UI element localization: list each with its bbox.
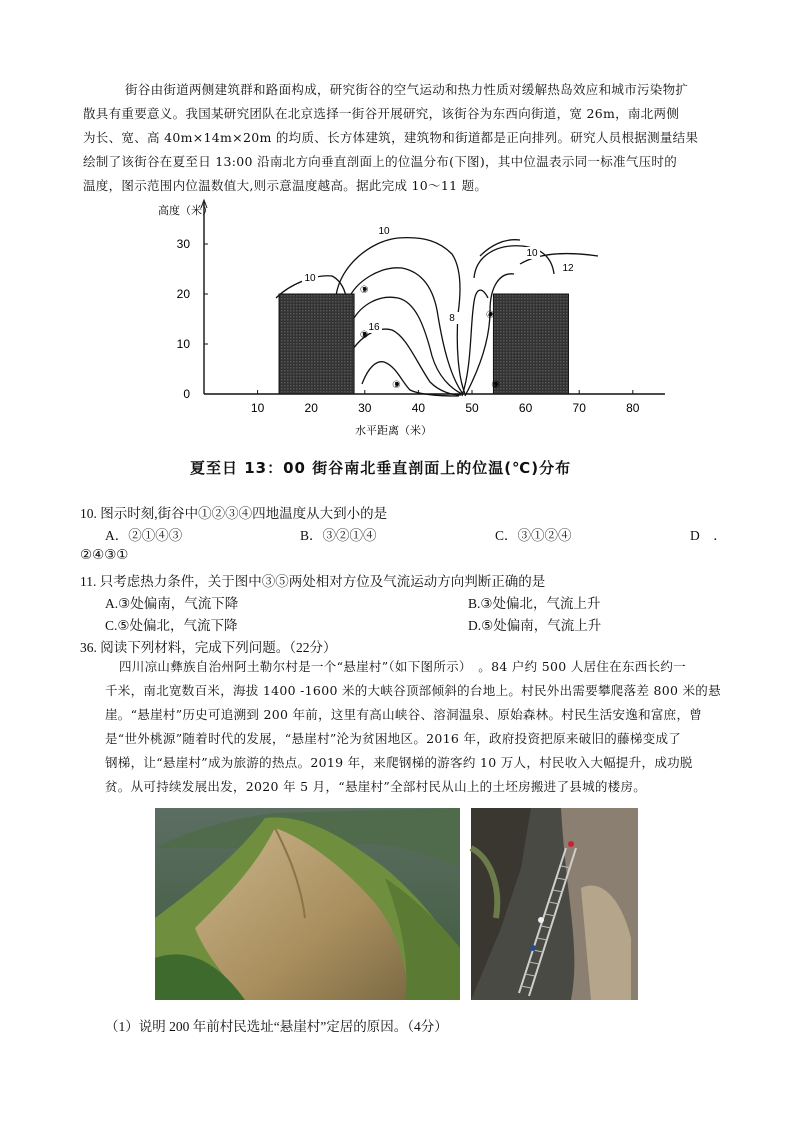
x-tick-label: 20 — [304, 401, 318, 415]
q10-option-b: B．③②①④ — [300, 528, 377, 543]
contour-label: 10 — [378, 226, 390, 237]
q11-option-c: C.⑤处偏北，气流下降 — [105, 618, 238, 633]
x-tick-label: 30 — [358, 401, 372, 415]
y-tick-label: 10 — [176, 337, 190, 351]
material-line: 贫。从可持续发展出发，2020 年 5 月，“悬崖村”全部村民从山上的土坯房搬进了县城的楼房。 — [105, 779, 647, 794]
point-label: ③ — [391, 380, 401, 391]
y-tick-label: 20 — [176, 287, 190, 301]
x-tick-label: 70 — [572, 401, 586, 415]
q36-material — [105, 655, 725, 799]
x-tick-label: 50 — [465, 401, 479, 415]
contour-line — [350, 297, 462, 394]
question-36-stem: 36. 阅读下列材料，完成下列问题。（22分） — [80, 640, 337, 655]
q10-option-d-text: ②④③① — [80, 547, 129, 562]
intro-line: 绘制了该街谷在夏至日 13:00 沿南北方向垂直剖面上的位温分布(下图)，其中位温表示同一标准气压时的 — [83, 154, 678, 169]
intro-line: 街谷由街道两侧建筑群和路面构成，研究街谷的空气运动和热力性质对缓解热岛效应和城市污染物扩 — [125, 82, 689, 97]
chart-caption: 夏至日 13：00 街谷南北垂直剖面上的位温(℃)分布 — [190, 459, 572, 477]
point-label: ④ — [485, 310, 495, 321]
mountain-plateau-image — [155, 808, 460, 1000]
intro-line: 温度，图示范围内位温数值大,则示意温度越高。据此完成 10～11 题。 — [83, 178, 488, 193]
potential-temperature-chart — [140, 196, 640, 446]
contour-label: 8 — [449, 313, 455, 324]
question-36-sub1: （1）说明 200 年前村民选址“悬崖村”定居的原因。（4分） — [105, 1019, 448, 1034]
x-axis-label: 水平距离（米） — [355, 424, 432, 437]
building-block — [279, 294, 354, 394]
contour-label: 10 — [304, 273, 316, 284]
contour-label: 12 — [562, 263, 574, 274]
steel-ladder-photo — [471, 808, 638, 1000]
y-tick-label: 30 — [176, 237, 190, 251]
material-line: 四川凉山彝族自治州阿土勒尔村是一个“悬崖村”（如下图所示） 。84 户约 500 人居住在东西长约一 — [119, 659, 686, 674]
building-block — [493, 294, 568, 394]
y-tick-label: 0 — [183, 387, 190, 401]
x-tick-label: 80 — [626, 401, 640, 415]
x-tick-label: 60 — [518, 401, 533, 415]
contour-line — [362, 362, 459, 396]
point-label: ② — [359, 330, 369, 341]
x-tick-label: 10 — [250, 401, 265, 415]
contour-label: 10 — [526, 248, 538, 259]
material-line: 崖。“悬崖村”历史可追溯到 200 年前，这里有高山峡谷、溶洞温泉、原始森林。村民生活安逸和富庶，曾 — [105, 707, 703, 722]
material-line: 钢梯，让“悬崖村”成为旅游的热点。2019 年，来爬钢梯的游客约 10 万人，村民收入大幅提升，成功脱 — [105, 755, 693, 770]
chart-svg — [140, 196, 640, 446]
x-tick-label: 40 — [411, 401, 426, 415]
y-axis-label: 高度（米） — [158, 204, 213, 217]
cliff-ladder-image — [471, 808, 638, 1000]
q11-option-a: A.③处偏南，气流下降 — [105, 596, 239, 611]
question-10-stem: 10. 图示时刻,街谷中①②③④四地温度从大到小的是 — [80, 506, 388, 521]
q10-option-a: A．②①④③ — [105, 528, 183, 543]
intro-line: 散具有重要意义。我国某研究团队在北京选择一街谷开展研究，该街谷为东西向街道，宽 26m，南北两侧 — [83, 106, 680, 121]
material-line: 千米，南北宽数百米，海拔 1400 -1600 米的大峡谷顶部倾斜的台地上。村民外出需要攀爬落差 800 米的悬 — [105, 683, 721, 698]
intro-paragraph — [83, 78, 720, 198]
contour-label: 16 — [368, 322, 380, 333]
intro-line: 为长、宽、高 40m×14m×20m 的均质、长方体建筑，建筑物和街道都是正向排列。研究人员根据测量结果 — [83, 130, 699, 145]
material-line: 是“世外桃源”随着时代的发展，“悬崖村”沦为贫困地区。2016 年，政府投资把原来破旧的藤梯变成了 — [105, 731, 682, 746]
question-11-stem: 11. 只考虑热力条件，关于图中③⑤两处相对方位及气流运动方向判断正确的是 — [80, 574, 546, 589]
q10-option-c: C．③①②④ — [495, 528, 572, 543]
q10-option-d-label: D ． — [690, 528, 727, 543]
cliff-village-photo — [155, 808, 460, 1000]
point-label: ⑤ — [491, 380, 501, 391]
contour-line — [462, 290, 488, 396]
q11-option-d: D.⑤处偏南，气流上升 — [468, 618, 602, 633]
point-label: ① — [359, 285, 369, 296]
q11-option-b: B.③处偏北，气流上升 — [468, 596, 601, 611]
